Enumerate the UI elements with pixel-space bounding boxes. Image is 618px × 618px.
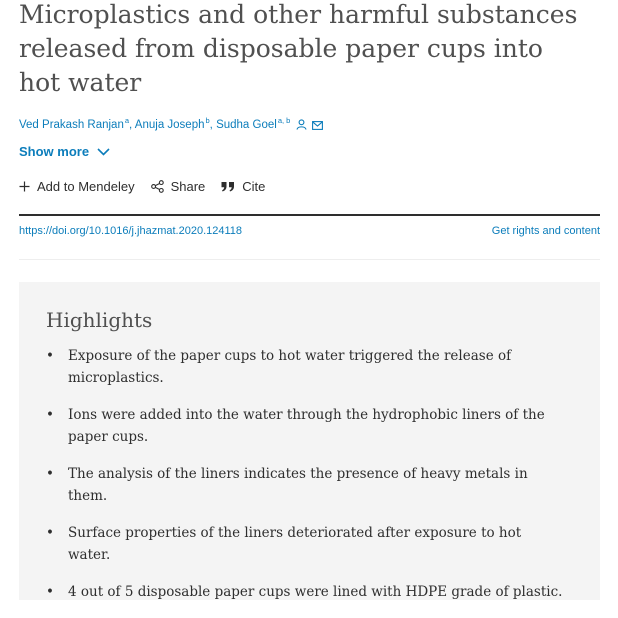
highlight-text: Surface properties of the liners deteriorated after exposure to hot water. bbox=[68, 525, 522, 563]
author-separator: , bbox=[209, 119, 213, 131]
show-more-button[interactable] bbox=[19, 144, 110, 159]
bullet-marker: • bbox=[46, 407, 54, 423]
header-divider bbox=[19, 214, 600, 216]
add-to-mendeley-button[interactable] bbox=[19, 179, 135, 194]
show-more-label: Show more bbox=[19, 144, 90, 159]
highlight-text: 4 out of 5 disposable paper cups were lined with HDPE grade of plastic. bbox=[68, 584, 563, 600]
highlights-list bbox=[46, 345, 566, 618]
highlight-item bbox=[46, 404, 566, 448]
email-icon[interactable] bbox=[312, 121, 323, 130]
highlight-text: Exposure of the paper cups to hot water triggered the release of microplastics. bbox=[68, 348, 512, 386]
doi-row bbox=[19, 225, 600, 237]
section-divider bbox=[19, 259, 600, 260]
share-button[interactable] bbox=[151, 179, 206, 194]
author-affiliation: a, b bbox=[277, 116, 291, 125]
highlights-heading: Highlights bbox=[46, 308, 153, 332]
author-link[interactable]: Sudha Goel bbox=[216, 119, 277, 131]
highlight-item bbox=[46, 345, 566, 389]
author-link[interactable]: Ved Prakash Ranjan bbox=[19, 119, 124, 131]
doi-link[interactable]: https://doi.org/10.1016/j.jhazmat.2020.124118 bbox=[19, 225, 243, 237]
cite-button[interactable] bbox=[221, 179, 265, 194]
bullet-marker: • bbox=[46, 525, 54, 541]
cite-label: Cite bbox=[242, 179, 266, 194]
quote-icon bbox=[221, 181, 235, 192]
highlight-item bbox=[46, 463, 566, 507]
person-icon[interactable] bbox=[296, 119, 307, 130]
chevron-down-icon bbox=[97, 148, 110, 156]
article-actions bbox=[19, 179, 265, 194]
highlight-text: The analysis of the liners indicates the presence of heavy metals in them. bbox=[68, 466, 528, 504]
add-to-mendeley-label: Add to Mendeley bbox=[37, 179, 135, 194]
author-affiliation: b bbox=[205, 116, 210, 125]
highlight-text: Ions were added into the water through the hydrophobic liners of the paper cups. bbox=[68, 407, 545, 445]
share-label: Share bbox=[170, 179, 206, 194]
author-separator: , bbox=[129, 119, 133, 131]
bullet-marker: • bbox=[46, 348, 54, 364]
author-affiliation: a bbox=[124, 116, 130, 125]
share-icon bbox=[151, 180, 164, 193]
article-title: Microplastics and other harmful substances released from disposable paper cups into hot water bbox=[19, 0, 578, 97]
highlights-box bbox=[19, 282, 600, 600]
bullet-marker: • bbox=[46, 466, 54, 482]
author-link[interactable]: Anuja Joseph bbox=[134, 119, 205, 131]
highlight-item bbox=[46, 522, 566, 566]
author-list bbox=[19, 116, 323, 131]
bullet-marker: • bbox=[46, 584, 54, 600]
rights-link[interactable]: Get rights and content bbox=[491, 225, 600, 237]
plus-icon bbox=[19, 181, 30, 192]
